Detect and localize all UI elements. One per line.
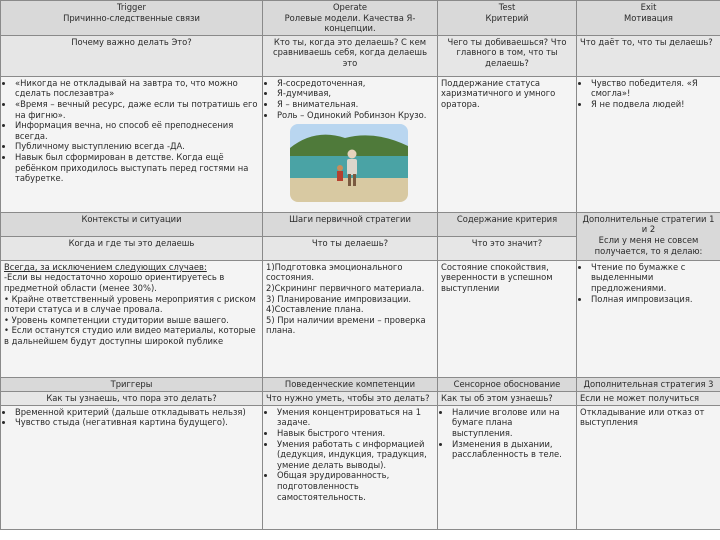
- header-test-title: Test: [498, 2, 516, 12]
- header-exit-title: Exit: [640, 2, 657, 12]
- sensory-evidence: [438, 405, 577, 529]
- strategy-step: 1)Подготовка эмоционального состояния.: [266, 261, 403, 283]
- header2-exit: Дополнительные стратегии 1 и 2: [582, 213, 715, 235]
- context-line: -Если вы недостаточно хорошо ориентируетесь в предметной области (менее 30%).: [4, 272, 225, 293]
- trigger-signal-item: • Временной критерий (дальше откладывать нельзя): [14, 407, 259, 418]
- sensory-item: • Изменения в дыхании, расслабленность в теле.: [451, 439, 573, 460]
- header-test-subtitle: Критерий: [485, 12, 529, 23]
- header2-test: Содержание критерия: [438, 212, 577, 236]
- extra-strategy-item: • Чтение по бумажке с выделенными предложениями.: [590, 262, 717, 294]
- competency-item: • Общая эрудированность, подготовленность самостоятельность.: [276, 470, 434, 502]
- header3-test: Сенсорное обоснование: [438, 377, 577, 391]
- header-row: [1, 1, 720, 36]
- header2-operate: Шаги первичной стратегии: [263, 212, 438, 236]
- trigger-reasons: [1, 76, 263, 212]
- operate-steps: [263, 260, 438, 377]
- contexts-title: Всегда, за исключением следующих случаев:: [4, 261, 207, 272]
- beach-scene-image: [290, 124, 408, 202]
- operate-role-item: • Я-думчивая,: [276, 88, 434, 99]
- question-trigger: Почему важно делать Это?: [1, 35, 263, 76]
- competency-item: • Умения работать с информацией (дедукция, индукция, традукция, умение делать выводы).: [276, 439, 434, 471]
- strategy-step: 3) Планирование импровизации.: [266, 293, 412, 304]
- question3-trigger: Как ты узнаешь, что пора это делать?: [1, 391, 263, 405]
- question2-test: Что это значит?: [438, 236, 577, 260]
- question2-exit: Если у меня не совсем получается, то я делаю:: [594, 234, 703, 256]
- context-line: • Уровень компетенции студитории выше вашего.: [4, 314, 229, 325]
- exit-motivation: [577, 76, 720, 212]
- trigger-signal-item: • Чувство стыда (негативная картина будущего).: [14, 417, 259, 428]
- context-line: • Если останутся студио или видео материалы, которые в дальнейшем будут доступны широкой публике: [4, 325, 256, 346]
- robinson-crusoe-photo: [290, 124, 408, 202]
- sensory-item: • Наличие вголове или на бумаге плана выступления.: [451, 407, 573, 439]
- trigger-reason-item: • Публичному выступлению всегда -ДА.: [14, 141, 259, 152]
- question-operate: Кто ты, когда это делаешь? С кем сравниваешь себя, когда делаешь это: [263, 35, 438, 76]
- exit-motivation-item: • Чувство победителя. «Я смогла»!: [590, 78, 717, 99]
- body-row-3: [1, 405, 720, 529]
- header-exit: [577, 1, 720, 36]
- body-row-1: [1, 76, 720, 212]
- body-row-2: [1, 260, 720, 377]
- question-row: [1, 35, 720, 76]
- header-trigger-subtitle: Причинно-следственные связи: [63, 12, 200, 23]
- trigger-reason-item: • «Время – вечный ресурс, даже если ты потратишь его на фигню».: [14, 99, 259, 120]
- trigger-reason-item: • «Никогда не откладывай на завтра то, что можно сделать послезавтра»: [14, 78, 259, 99]
- question2-operate: Что ты делаешь?: [263, 236, 438, 260]
- header-trigger-title: Trigger: [117, 2, 146, 12]
- competency-item: • Навык быстрого чтения.: [276, 428, 434, 439]
- question-exit: Что даёт то, что ты делаешь?: [577, 35, 720, 76]
- extra-strategy-item: • Полная импровизация.: [590, 294, 717, 305]
- operate-role-item: • Я-сосредоточенная,: [276, 78, 434, 89]
- operate-roles: [263, 76, 438, 212]
- question3-test: Как ты об этом узнаешь?: [438, 391, 577, 405]
- header3-trigger: Триггеры: [1, 377, 263, 391]
- extra-strategies: [577, 260, 720, 377]
- header-operate-subtitle: Ролевые модели. Качества Я-концепции.: [284, 12, 416, 34]
- test-status-text: Поддержание статуса харизматичного и умного оратора.: [438, 76, 577, 212]
- header2-exit-cell: [577, 212, 720, 260]
- question-test: Чего ты добиваешься? Что главного в том, что ты делаешь?: [438, 35, 577, 76]
- section2-header-row: [1, 212, 720, 236]
- context-line: • Крайне ответственный уровень мероприятия с риском потери статуса и в случае провала.: [4, 293, 256, 315]
- header3-exit: Дополнительная стратегия 3: [577, 377, 720, 391]
- question3-operate: Что нужно уметь, чтобы это делать?: [263, 391, 438, 405]
- exit-motivation-item: • Я не подвела людей!: [590, 99, 717, 110]
- trigger-contexts: [1, 260, 263, 377]
- strategy-step: 4)Составление плана.: [266, 304, 364, 315]
- trigger-signals: [1, 405, 263, 529]
- trigger-reason-item: • Навык был сформирован в детстве. Когда ещё ребёнком приходилось выступать перед гостями на табуретке.: [14, 152, 259, 184]
- section3-header-row: [1, 377, 720, 391]
- strategy-step: 5) При наличии времени – проверка плана.: [266, 314, 426, 336]
- competency-item: • Умения концентрироваться на 1 задаче.: [276, 407, 434, 428]
- operate-role-item: • Я – внимательная.: [276, 99, 434, 110]
- header-test: [438, 1, 577, 36]
- extra-strategy-3: Откладывание или отказ от выступления: [577, 405, 720, 529]
- trigger-reason-item: • Информация вечна, но способ её преподнесения всегда.: [14, 120, 259, 141]
- section3-question-row: [1, 391, 720, 405]
- operate-role-item: • Роль – Одинокий Робинзон Крузо.: [276, 110, 434, 121]
- header-trigger: [1, 1, 263, 36]
- header3-operate: Поведенческие компетенции: [263, 377, 438, 391]
- header-exit-subtitle: Мотивация: [624, 12, 673, 23]
- header-operate: [263, 1, 438, 36]
- header2-trigger: Контексты и ситуации: [1, 212, 263, 236]
- question3-exit: Если не может получиться: [577, 391, 720, 405]
- behavior-competencies: [263, 405, 438, 529]
- criterion-content: Состояние спокойствия, уверенности в успешном выступлении: [438, 260, 577, 377]
- strategy-step: 2)Скрининг первичного материала.: [266, 282, 425, 293]
- question2-trigger: Когда и где ты это делаешь: [1, 236, 263, 260]
- header-operate-title: Operate: [332, 2, 368, 12]
